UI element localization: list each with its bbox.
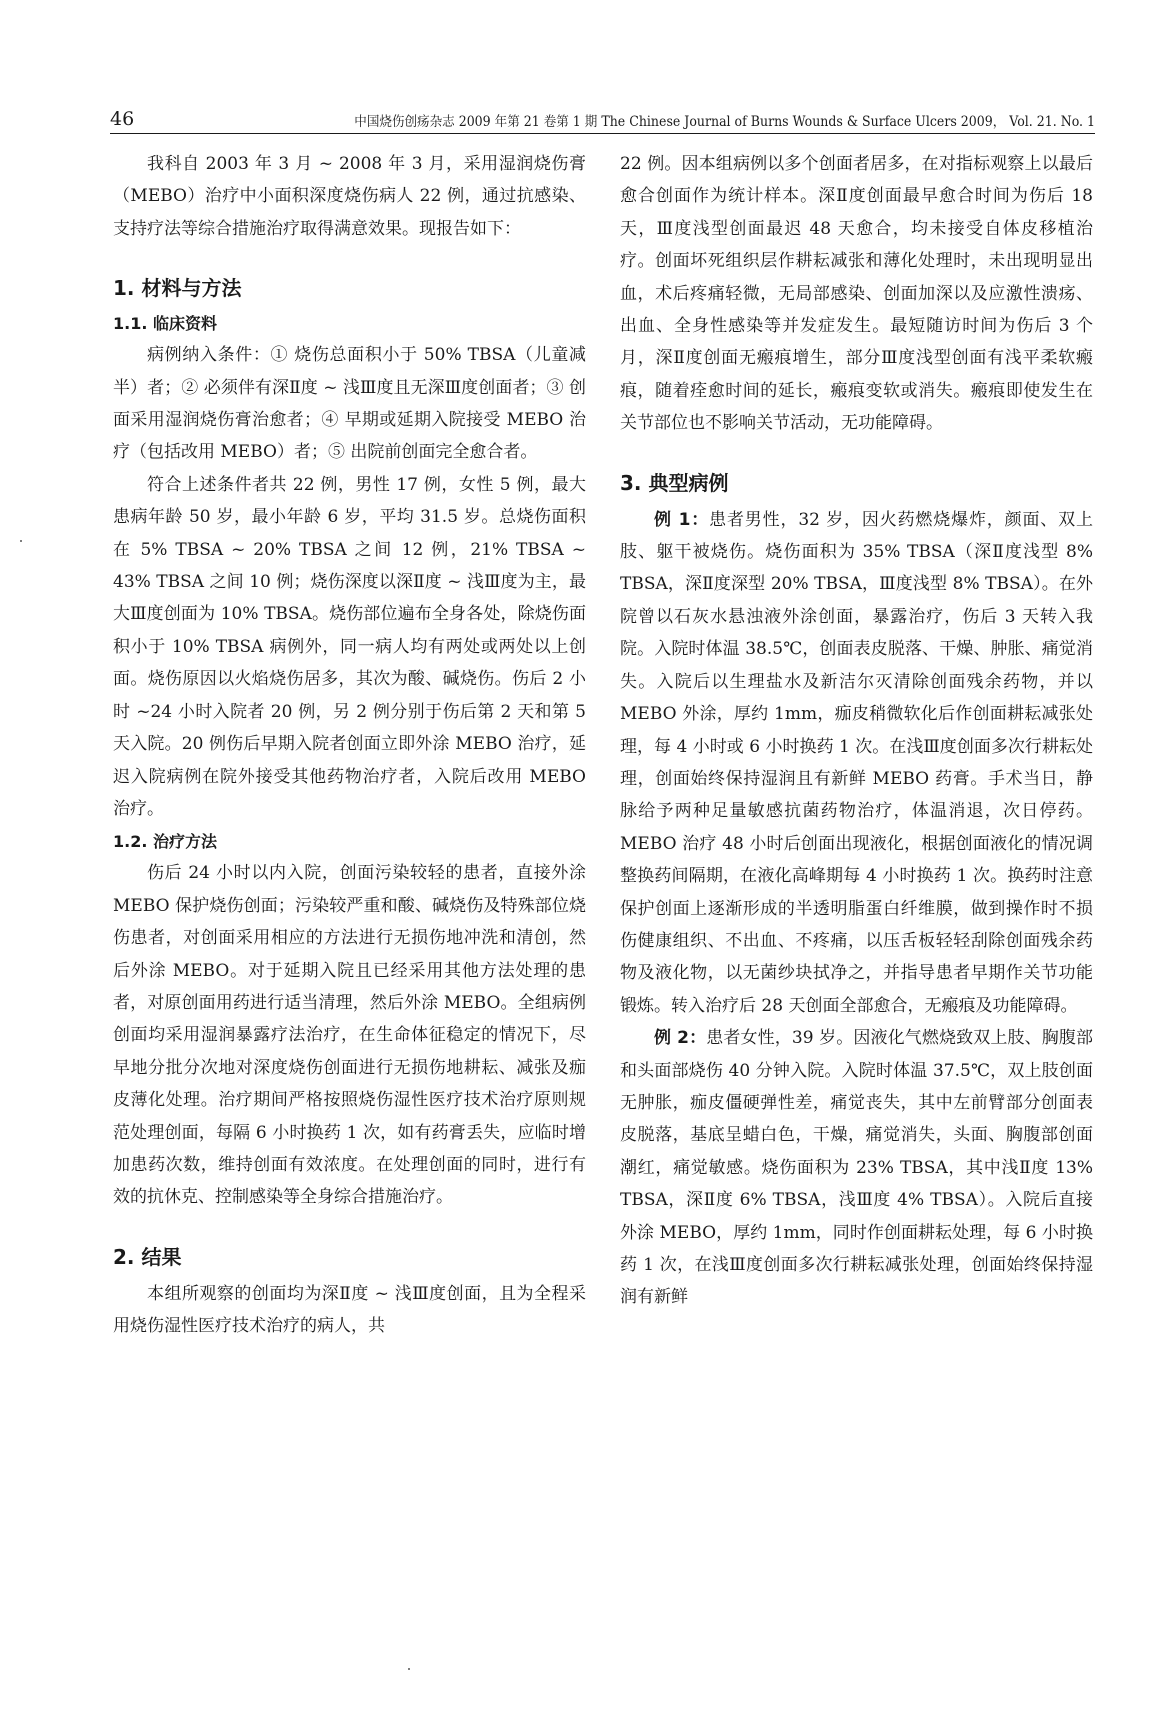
- header-rule: [110, 133, 1095, 134]
- case-2-text: 患者女性，39 岁。因液化气燃烧致双上肢、胸腹部和头面部烧伤 40 分钟入院。入院时体温 37.5℃，双上肢创面无肿胀，痂皮僵硬弹性差，痛觉丧失，其中左前臂部分创面表皮脱落，基底呈蜡白色，干燥，痛觉消失，头面、胸腹部创面潮红，痛觉敏感。烧伤面积为 23% TBSA，其中浅Ⅱ度 13% TBSA，深Ⅱ度 6% TBSA，浅Ⅲ度 4% TBSA）。入院后直接外涂 MEBO，厚约 1mm，同时作创面耕耘处理，每 6 小时换药 1 次，在浅Ⅲ度创面多次行耕耘减张处理，创面始终保持湿润有新鲜: [620, 1028, 1093, 1308]
- scan-speck: [408, 1668, 410, 1670]
- journal-running-head: 中国烧伤创疡杂志 2009 年第 21 卷第 1 期 The Chinese Journal of Burns Wounds & Surface Ulcers 2009， Vol. 21. No. 1: [354, 114, 1095, 130]
- patients-paragraph: 符合上述条件者共 22 例，男性 17 例，女性 5 例，最大患病年龄 50 岁，最小年龄 6 岁，平均 31.5 岁。总烧伤面积在 5% TBSA ~ 20% TBSA 之间 12 例，21% TBSA ~ 43% TBSA 之间 10 例；烧伤深度以深Ⅱ度 ~ 浅Ⅲ度为主，最大Ⅲ度创面为 10% TBSA。烧伤部位遍布全身各处，除烧伤面积小于 10% TBSA 病例外，同一病人均有两处或两处以上创面。烧伤原因以火焰烧伤居多，其次为酸、碱烧伤。伤后 2 小时 ~24 小时入院者 20 例，另 2 例分别于伤后第 2 天和第 5 天入院。20 例伤后早期入院者创面立即外涂 MEBO 治疗，延迟入院病例在院外接受其他药物治疗者，入院后改用 MEBO 治疗。: [113, 474, 586, 819]
- results-paragraph-start: 本组所观察的创面均为深Ⅱ度 ~ 浅Ⅲ度创面，且为全程采用烧伤湿性医疗技术治疗的病人，共: [113, 1283, 586, 1337]
- case-2-label: 例 2：: [654, 1028, 707, 1049]
- left-column: [113, 148, 586, 1343]
- treatment-paragraph: 伤后 24 小时以内入院，创面污染较轻的患者，直接外涂 MEBO 保护烧伤创面；污染较严重和酸、碱烧伤及特殊部位烧伤患者，对创面采用相应的方法进行无损伤地冲洗和清创，然后外涂 MEBO。对于延期入院且已经采用其他方法处理的患者，对原创面用药进行适当清理，然后外涂 MEBO。全组病例创面均采用湿润暴露疗法治疗，在生命体征稳定的情况下，尽早地分批分次地对深度烧伤创面进行无损伤地耕耘、减张及痂皮薄化处理。治疗期间严格按照烧伤湿性医疗技术治疗原则规范处理创面，每隔 6 小时换药 1 次，如有药膏丢失，应临时增加患药次数，维持创面有效浓度。在处理创面的同时，进行有效的抗休克、控制感染等全身综合措施治疗。: [113, 863, 586, 1208]
- right-column: [620, 148, 1093, 1314]
- case-1-paragraph: [620, 504, 1093, 1023]
- subsection-1-2-heading: 1.2. 治疗方法: [113, 832, 217, 852]
- inclusion-criteria-paragraph: 病例纳入条件：① 烧伤总面积小于 50% TBSA（儿童减半）者；② 必须伴有深Ⅱ度 ~ 浅Ⅲ度且无深Ⅲ度创面者；③ 创面采用湿润烧伤膏治愈者；④ 早期或延期入院接受 MEBO 治疗（包括改用 MEBO）者；⑤ 出院前创面完全愈合者。: [113, 345, 586, 463]
- page-number: 46: [110, 108, 135, 130]
- running-header: [110, 100, 1095, 130]
- subsection-1-1-heading: 1.1. 临床资料: [113, 314, 217, 334]
- case-1-text: 患者男性，32 岁，因火药燃烧爆炸，颜面、双上肢、躯干被烧伤。烧伤面积为 35% TBSA（深Ⅱ度浅型 8% TBSA，深Ⅱ度深型 20% TBSA，Ⅲ度浅型 8% TBSA）。在外院曾以石灰水悬浊液外涂创面，暴露治疗，伤后 3 天转入我院。入院时体温 38.5℃，创面表皮脱落、干燥、肿胀、痛觉消失。入院后以生理盐水及新洁尔灭清除创面残余药物，并以 MEBO 外涂，厚约 1mm，痂皮稍微软化后作创面耕耘减张处理，每 4 小时或 6 小时换药 1 次。在浅Ⅲ度创面多次行耕耘处理，创面始终保持湿润且有新鲜 MEBO 药膏。手术当日，静脉给予两种足量敏感抗菌药物治疗，体温消退，次日停药。MEBO 治疗 48 小时后创面出现液化，根据创面液化的情况调整换药间隔期，在液化高峰期每 4 小时换药 1 次。换药时注意保护创面上逐渐形成的半透明脂蛋白纤维膜，做到操作时不损伤健康组织、不出血、不疼痛，以压舌板轻轻刮除创面残余药物及液化物，以无菌纱块拭净之，并指导患者早期作关节功能锻炼。转入治疗后 28 天创面全部愈合，无瘢痕及功能障碍。: [620, 509, 1093, 1016]
- section-1-heading: 1. 材料与方法: [113, 276, 242, 301]
- case-2-paragraph: [620, 1022, 1093, 1314]
- case-1-label: 例 1：: [654, 509, 710, 530]
- intro-paragraph: 我科自 2003 年 3 月 ~ 2008 年 3 月，采用湿润烧伤膏（MEBO）治疗中小面积深度烧伤病人 22 例，通过抗感染、支持疗法等综合措施治疗取得满意效果。现报告如下：: [113, 154, 586, 239]
- section-2-heading: 2. 结果: [113, 1244, 182, 1269]
- results-paragraph-continued: 22 例。因本组病例以多个创面者居多，在对指标观察上以最后愈合创面作为统计样本。深Ⅱ度创面最早愈合时间为伤后 18 天，Ⅲ度浅型创面最迟 48 天愈合，均未接受自体皮移植治疗。创面坏死组织层作耕耘减张和薄化处理时，未出现明显出血，术后疼痛轻微，无局部感染、创面加深以及应激性溃疡、出血、全身性感染等并发症发生。最短随访时间为伤后 3 个月，深Ⅱ度创面无瘢痕增生，部分Ⅲ度浅型创面有浅平柔软瘢痕，随着痊愈时间的延长，瘢痕变软或消失。瘢痕即使发生在关节部位也不影响关节活动，无功能障碍。: [620, 154, 1093, 434]
- section-3-heading: 3. 典型病例: [620, 470, 729, 495]
- scan-speck: [20, 540, 22, 542]
